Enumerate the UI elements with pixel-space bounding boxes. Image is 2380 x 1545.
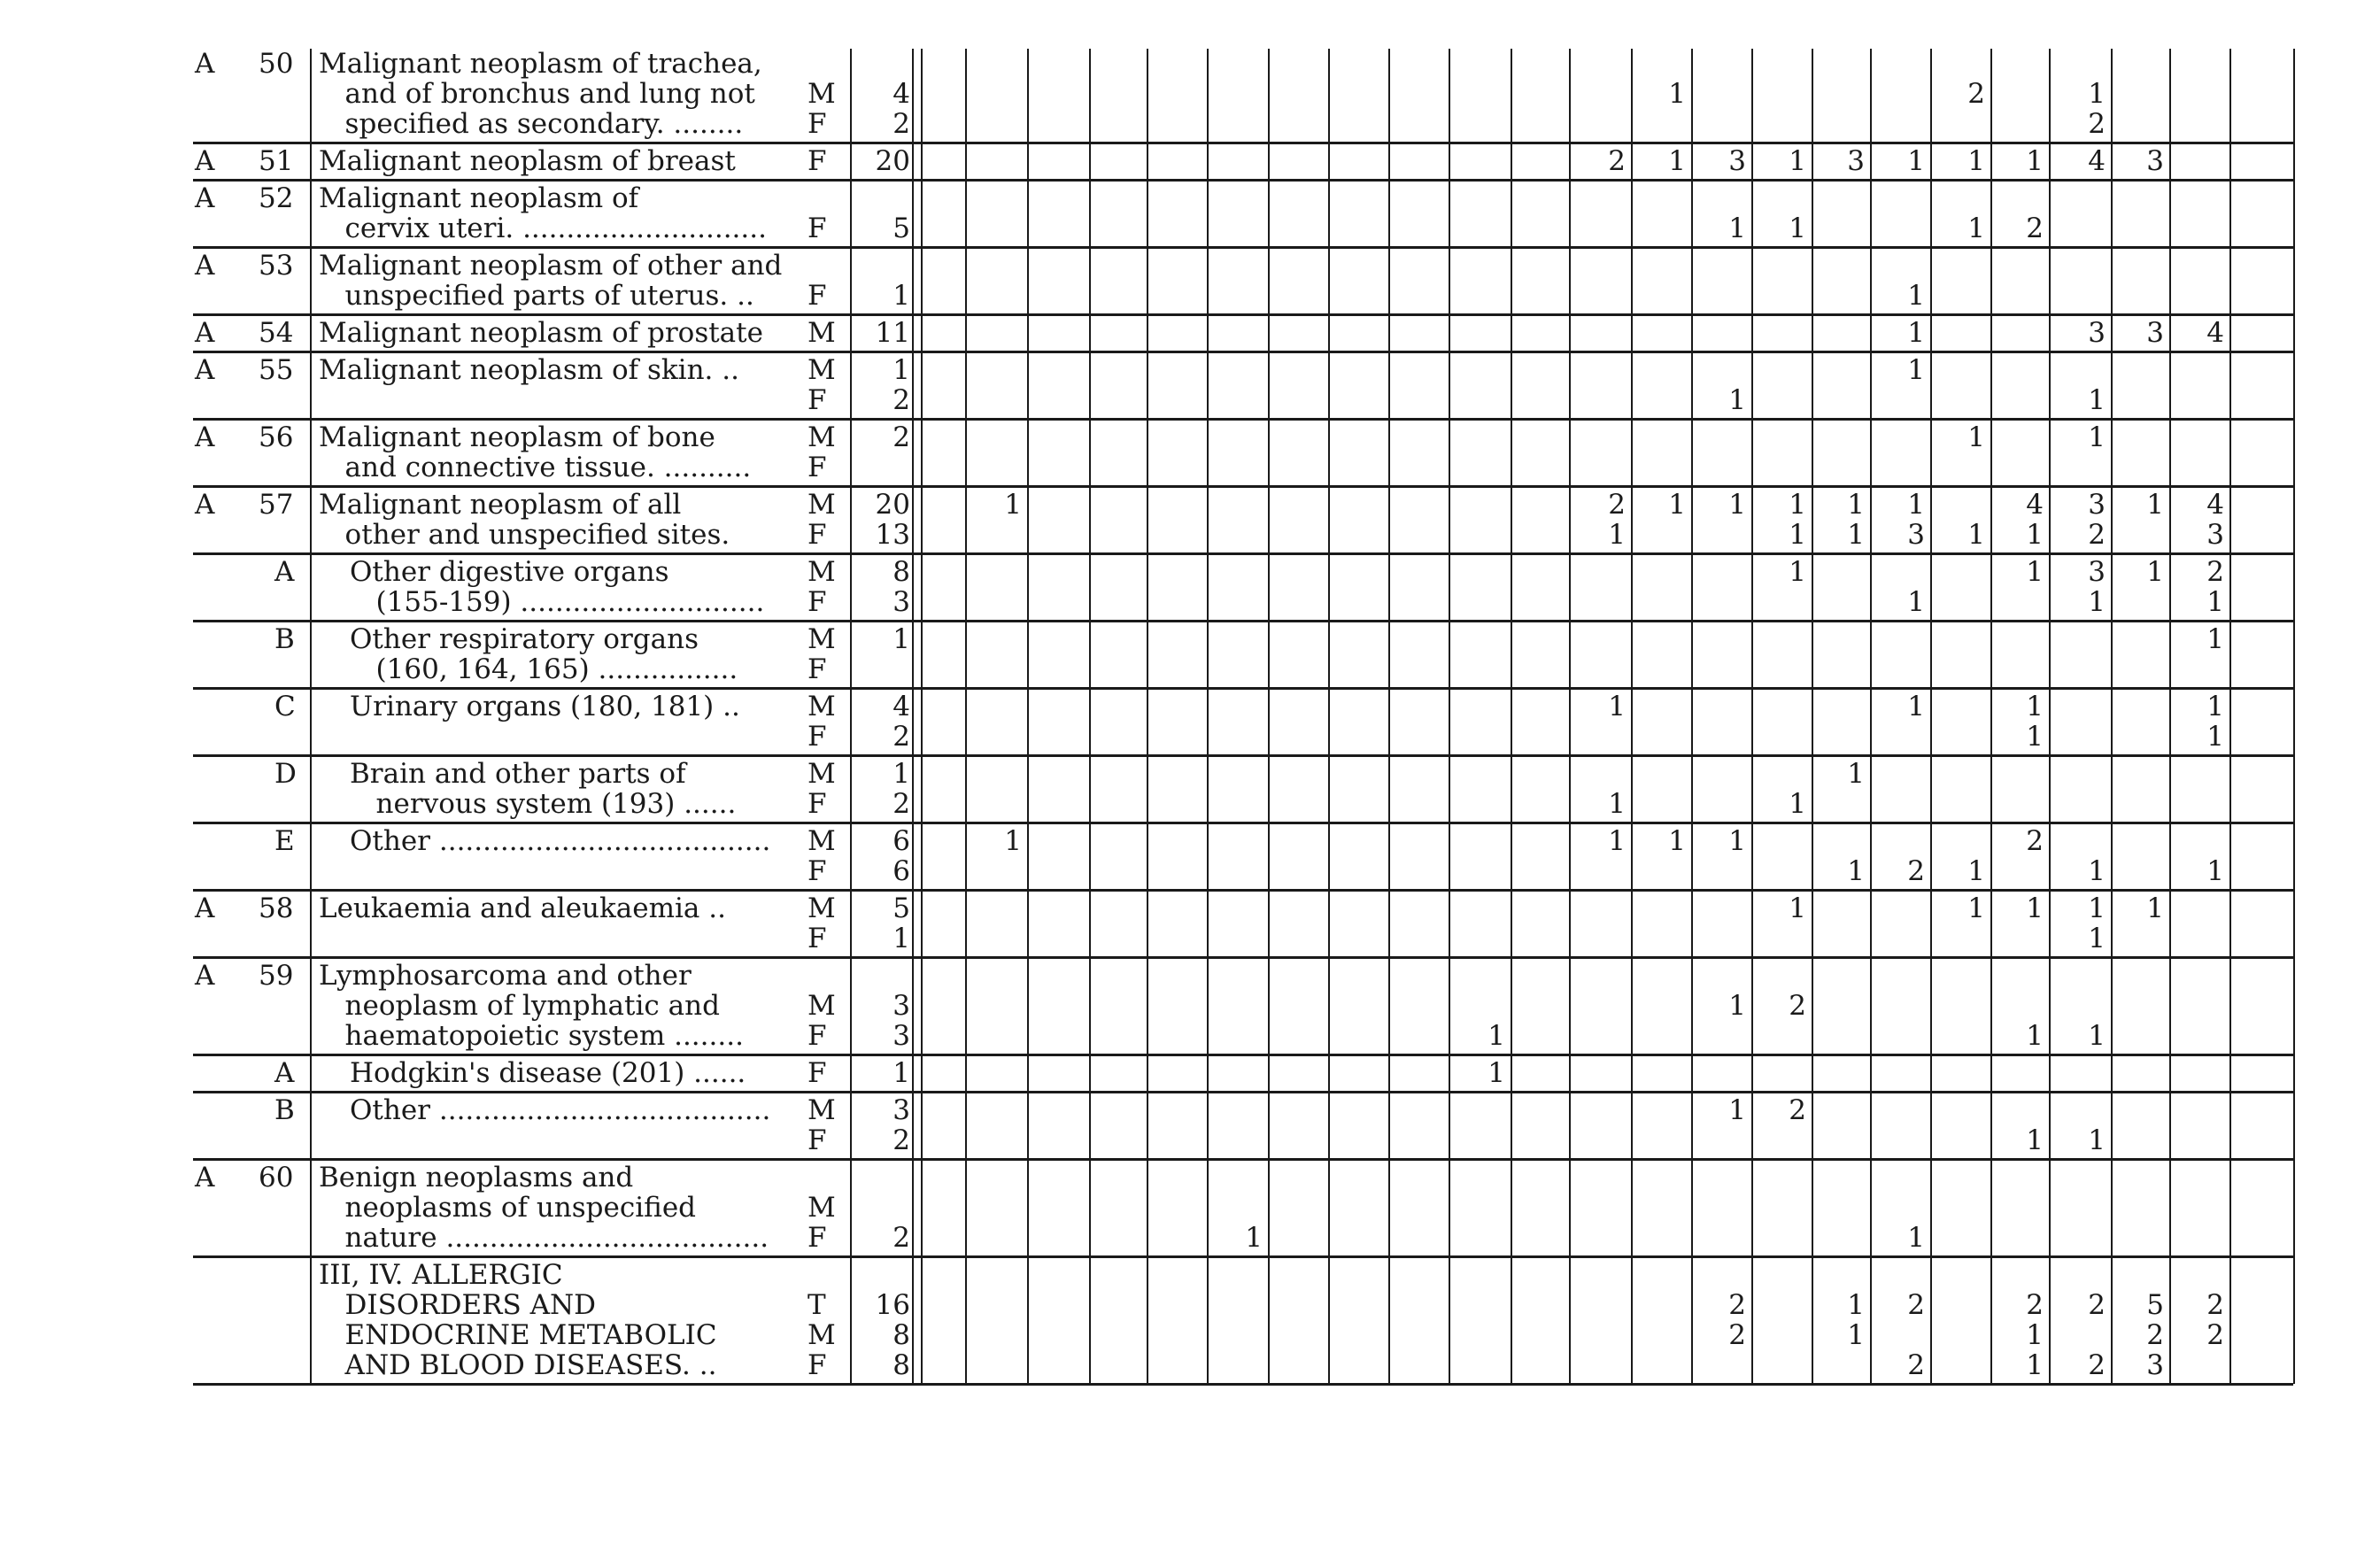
sex-code: F: [808, 923, 827, 954]
cell-value: 1: [1668, 825, 1686, 857]
cell-value: 2: [1907, 1289, 1925, 1321]
cell-value: 1: [1789, 892, 1806, 924]
cell-value: 1: [1847, 855, 1865, 887]
row-number: 54: [259, 317, 294, 349]
total-value: 2: [892, 384, 910, 416]
cell-value: 3: [2088, 489, 2106, 521]
row-label-line: DISORDERS AND: [319, 1289, 596, 1321]
total-value: 8: [892, 1319, 910, 1351]
cell-value: 1: [2088, 586, 2106, 618]
cell-value: 1: [1967, 421, 1985, 453]
row-number: 58: [259, 892, 294, 924]
total-value: 1: [892, 623, 910, 655]
sex-code: F: [808, 788, 827, 820]
row-number: 55: [259, 354, 294, 386]
row-label-line: and connective tissue. ..........: [319, 452, 752, 483]
row-code: A: [195, 145, 215, 177]
cell-value: 1: [2088, 1020, 2106, 1052]
cell-value: 1: [1728, 384, 1746, 416]
cell-value: 1: [1789, 145, 1806, 177]
grid-line: [1388, 49, 1390, 1384]
cell-value: 1: [2206, 691, 2224, 722]
cell-value: 1: [1847, 519, 1865, 551]
grid-line: [1328, 49, 1330, 1384]
row-separator: [193, 313, 2293, 316]
total-value: 1: [892, 280, 910, 312]
row-code: A: [195, 489, 215, 521]
cell-value: 1: [1967, 212, 1985, 244]
cell-value: 1: [1847, 1319, 1865, 1351]
cell-value: 1: [2088, 421, 2106, 453]
cell-value: 1: [2026, 1124, 2044, 1156]
sex-code: M: [808, 317, 836, 349]
cell-value: 2: [2026, 1289, 2044, 1321]
row-label-line: (160, 164, 165) ................: [350, 653, 738, 685]
grid-line: [1930, 49, 1932, 1384]
row-code: A: [195, 1162, 215, 1194]
row-separator: [193, 620, 2293, 622]
total-value: 13: [875, 519, 910, 551]
row-number: 53: [259, 250, 294, 282]
cell-value: 1: [2026, 145, 2044, 177]
grid-line: [1631, 49, 1633, 1384]
row-number: 57: [259, 489, 294, 521]
grid-line: [1207, 49, 1209, 1384]
grid-line: [310, 49, 312, 1384]
row-separator: [193, 142, 2293, 144]
row-code: B: [274, 1094, 295, 1126]
grid-line: [1268, 49, 1270, 1384]
cell-value: 1: [1004, 825, 1022, 857]
sex-code: F: [808, 1057, 827, 1089]
total-value: 20: [875, 145, 910, 177]
total-value: 6: [892, 825, 910, 857]
cell-value: 1: [1907, 691, 1925, 722]
sex-code: M: [808, 78, 836, 110]
cell-value: 1: [1847, 758, 1865, 790]
row-label-line: Malignant neoplasm of trachea,: [319, 48, 762, 80]
total-value: 6: [892, 855, 910, 887]
sex-code: F: [808, 384, 827, 416]
row-separator: [193, 1383, 2293, 1386]
cell-value: 2: [2088, 1349, 2106, 1381]
row-separator: [193, 485, 2293, 488]
row-separator: [193, 246, 2293, 249]
cell-value: 3: [2088, 556, 2106, 588]
cell-value: 1: [1967, 145, 1985, 177]
row-code: B: [274, 623, 295, 655]
row-label-line: Other digestive organs: [350, 556, 669, 588]
sex-code: F: [808, 212, 827, 244]
cell-value: 2: [1967, 78, 1985, 110]
row-label-line: Malignant neoplasm of breast: [319, 145, 736, 177]
sex-code: F: [808, 1020, 827, 1052]
row-code: A: [195, 421, 215, 453]
cell-value: 1: [1907, 354, 1925, 386]
grid-line: [1751, 49, 1753, 1384]
cell-value: 3: [2146, 317, 2164, 349]
total-value: 5: [892, 892, 910, 924]
row-label-line: haematopoietic system ........: [319, 1020, 744, 1052]
sex-code: M: [808, 421, 836, 453]
row-label-line: Lymphosarcoma and other: [319, 960, 692, 992]
row-label-line: Malignant neoplasm of: [319, 182, 639, 214]
row-label-line: III, IV. ALLERGIC: [319, 1259, 563, 1291]
sex-code: F: [808, 855, 827, 887]
row-code: A: [195, 317, 215, 349]
total-value: 2: [892, 721, 910, 753]
row-label-line: nature .....................................: [319, 1222, 769, 1254]
grid-line: [850, 49, 852, 1384]
row-code: A: [195, 960, 215, 992]
row-number: 50: [259, 48, 294, 80]
cell-value: 1: [2088, 892, 2106, 924]
total-value: 8: [892, 556, 910, 588]
row-separator: [193, 1091, 2293, 1093]
grid-line: [1812, 49, 1813, 1384]
cell-value: 1: [2026, 892, 2044, 924]
cell-value: 1: [2088, 384, 2106, 416]
row-code: C: [274, 691, 296, 722]
row-code: A: [195, 48, 215, 80]
cell-value: 2: [2206, 1319, 2224, 1351]
cell-value: 1: [1847, 489, 1865, 521]
sex-code: M: [808, 489, 836, 521]
grid-line: [2049, 49, 2051, 1384]
row-label-line: Other ......................................: [350, 1094, 771, 1126]
cell-value: 1: [1608, 788, 1626, 820]
cell-value: 1: [1668, 78, 1686, 110]
row-separator: [193, 552, 2293, 555]
row-separator: [193, 1255, 2293, 1258]
cell-value: 2: [1608, 145, 1626, 177]
total-value: 20: [875, 489, 910, 521]
total-value: 1: [892, 758, 910, 790]
grid-line: [1089, 49, 1091, 1384]
sex-code: M: [808, 758, 836, 790]
total-value: 3: [892, 1020, 910, 1052]
row-separator: [193, 1054, 2293, 1056]
cell-value: 3: [1728, 145, 1746, 177]
cell-value: 1: [1004, 489, 1022, 521]
sex-code: F: [808, 586, 827, 618]
cell-value: 4: [2206, 317, 2224, 349]
cell-value: 3: [2146, 145, 2164, 177]
cell-value: 1: [1789, 489, 1806, 521]
cell-value: 1: [2146, 556, 2164, 588]
row-label-line: and of bronchus and lung not: [319, 78, 755, 110]
total-value: 1: [892, 354, 910, 386]
total-value: 3: [892, 990, 910, 1022]
row-code: A: [195, 250, 215, 282]
cell-value: 1: [2206, 586, 2224, 618]
cell-value: 1: [1907, 280, 1925, 312]
sex-code: F: [808, 280, 827, 312]
cell-value: 2: [2026, 825, 2044, 857]
row-label-line: Other respiratory organs: [350, 623, 699, 655]
row-label-line: (155-159) ............................: [350, 586, 765, 618]
cell-value: 1: [2146, 489, 2164, 521]
cell-value: 2: [1907, 1349, 1925, 1381]
row-number: 51: [259, 145, 294, 177]
cell-value: 1: [1608, 519, 1626, 551]
grid-line: [1691, 49, 1693, 1384]
cell-value: 1: [2206, 623, 2224, 655]
row-number: 59: [259, 960, 294, 992]
grid-line: [2111, 49, 2113, 1384]
row-code: A: [195, 354, 215, 386]
grid-line: [2169, 49, 2171, 1384]
cell-value: 1: [2026, 1319, 2044, 1351]
sex-code: F: [808, 108, 827, 140]
cell-value: 2: [2206, 556, 2224, 588]
sex-code: M: [808, 354, 836, 386]
row-label-line: Other ......................................: [350, 825, 771, 857]
grid-line: [1449, 49, 1450, 1384]
cell-value: 2: [2146, 1319, 2164, 1351]
sex-code: M: [808, 825, 836, 857]
sex-code: M: [808, 1094, 836, 1126]
sex-code: F: [808, 1124, 827, 1156]
cell-value: 1: [1608, 825, 1626, 857]
cell-value: 1: [1608, 691, 1626, 722]
row-code: D: [274, 758, 297, 790]
sex-code: M: [808, 623, 836, 655]
total-value: 2: [892, 1124, 910, 1156]
total-value: 2: [892, 108, 910, 140]
cell-value: 1: [1728, 212, 1746, 244]
row-label-line: neoplasms of unspecified: [319, 1192, 697, 1224]
total-value: 2: [892, 421, 910, 453]
sex-code: M: [808, 1319, 836, 1351]
row-code: E: [274, 825, 295, 857]
cell-value: 1: [1728, 1094, 1746, 1126]
sex-code: F: [808, 519, 827, 551]
cell-value: 3: [2206, 519, 2224, 551]
cell-value: 1: [1847, 1289, 1865, 1321]
cell-value: 1: [2026, 519, 2044, 551]
grid-line: [1147, 49, 1148, 1384]
total-value: 16: [875, 1289, 910, 1321]
grid-line: [912, 49, 914, 1384]
cell-value: 1: [1245, 1222, 1263, 1254]
total-value: 4: [892, 78, 910, 110]
row-code: A: [274, 1057, 295, 1089]
sex-code: M: [808, 691, 836, 722]
total-value: 11: [875, 317, 910, 349]
row-separator: [193, 1158, 2293, 1161]
cell-value: 3: [1907, 519, 1925, 551]
cell-value: 2: [1608, 489, 1626, 521]
total-value: 3: [892, 1094, 910, 1126]
row-separator: [193, 956, 2293, 959]
grid-line: [921, 49, 923, 1384]
cell-value: 4: [2088, 145, 2106, 177]
cell-value: 1: [1967, 855, 1985, 887]
cell-value: 1: [1789, 519, 1806, 551]
cell-value: 3: [1847, 145, 1865, 177]
sex-code: F: [808, 653, 827, 685]
row-label-line: specified as secondary. ........: [319, 108, 744, 140]
row-number: 60: [259, 1162, 294, 1194]
cell-value: 2: [2026, 212, 2044, 244]
cell-value: 1: [1668, 145, 1686, 177]
row-number: 52: [259, 182, 294, 214]
row-label-line: cervix uteri. ............................: [319, 212, 767, 244]
row-label-line: Leukaemia and aleukaemia ..: [319, 892, 726, 924]
cell-value: 2: [1728, 1319, 1746, 1351]
cell-value: 1: [1789, 556, 1806, 588]
cell-value: 1: [1728, 990, 1746, 1022]
cell-value: 4: [2026, 489, 2044, 521]
grid-line: [2293, 49, 2295, 1384]
row-label-line: unspecified parts of uterus. ..: [319, 280, 754, 312]
cell-value: 2: [2206, 1289, 2224, 1321]
row-label-line: Malignant neoplasm of bone: [319, 421, 715, 453]
grid-line: [1870, 49, 1872, 1384]
cell-value: 1: [2206, 855, 2224, 887]
row-label-line: Malignant neoplasm of other and: [319, 250, 783, 282]
cell-value: 5: [2146, 1289, 2164, 1321]
row-label-line: ENDOCRINE METABOLIC: [319, 1319, 717, 1351]
grid-line: [2229, 49, 2231, 1384]
sex-code: M: [808, 556, 836, 588]
cell-value: 1: [1728, 489, 1746, 521]
row-separator: [193, 754, 2293, 757]
grid-line: [1511, 49, 1512, 1384]
total-value: 5: [892, 212, 910, 244]
cell-value: 2: [1728, 1289, 1746, 1321]
grid-line: [1027, 49, 1029, 1384]
row-label-line: Urinary organs (180, 181) ..: [350, 691, 740, 722]
row-separator: [193, 179, 2293, 182]
grid-line: [1990, 49, 1992, 1384]
sex-code: F: [808, 452, 827, 483]
cell-value: 3: [2088, 317, 2106, 349]
cell-value: 1: [2026, 1349, 2044, 1381]
cell-value: 1: [2026, 556, 2044, 588]
row-separator: [193, 418, 2293, 421]
total-value: 2: [892, 1222, 910, 1254]
cell-value: 1: [1967, 892, 1985, 924]
row-label-line: Benign neoplasms and: [319, 1162, 634, 1194]
total-value: 1: [892, 1057, 910, 1089]
row-code: A: [274, 556, 295, 588]
total-value: 2: [892, 788, 910, 820]
grid-line: [965, 49, 967, 1384]
sex-code: M: [808, 990, 836, 1022]
cell-value: 1: [1789, 212, 1806, 244]
sex-code: T: [808, 1289, 826, 1321]
cell-value: 1: [1789, 788, 1806, 820]
cell-value: 1: [1488, 1057, 1505, 1089]
cell-value: 1: [2146, 892, 2164, 924]
row-label-line: AND BLOOD DISEASES. ..: [319, 1349, 717, 1381]
cell-value: 2: [2088, 108, 2106, 140]
sex-code: F: [808, 721, 827, 753]
cell-value: 3: [2146, 1349, 2164, 1381]
cell-value: 2: [2088, 1289, 2106, 1321]
cell-value: 2: [2088, 519, 2106, 551]
total-value: 3: [892, 586, 910, 618]
cell-value: 1: [1728, 825, 1746, 857]
sex-code: F: [808, 1222, 827, 1254]
cell-value: 1: [2088, 855, 2106, 887]
row-label-line: Brain and other parts of: [350, 758, 686, 790]
row-label-line: Malignant neoplasm of prostate: [319, 317, 763, 349]
cell-value: 2: [1789, 1094, 1806, 1126]
sex-code: M: [808, 1192, 836, 1224]
cell-value: 1: [1907, 317, 1925, 349]
sex-code: M: [808, 892, 836, 924]
cell-value: 1: [1668, 489, 1686, 521]
cell-value: 1: [2088, 78, 2106, 110]
row-code: A: [195, 182, 215, 214]
total-value: 1: [892, 923, 910, 954]
row-label-line: Malignant neoplasm of all: [319, 489, 682, 521]
total-value: 4: [892, 691, 910, 722]
row-separator: [193, 822, 2293, 824]
cell-value: 2: [1907, 855, 1925, 887]
cell-value: 1: [2088, 1124, 2106, 1156]
cell-value: 1: [2088, 923, 2106, 954]
sex-code: F: [808, 145, 827, 177]
cell-value: 1: [1907, 145, 1925, 177]
cell-value: 1: [1907, 489, 1925, 521]
grid-line: [1569, 49, 1571, 1384]
cell-value: 1: [2026, 721, 2044, 753]
cell-value: 2: [1789, 990, 1806, 1022]
row-label-line: other and unspecified sites.: [319, 519, 730, 551]
cell-value: 1: [2026, 1020, 2044, 1052]
row-label-line: Malignant neoplasm of skin. ..: [319, 354, 739, 386]
sex-code: F: [808, 1349, 827, 1381]
cell-value: 1: [1488, 1020, 1505, 1052]
cell-value: 1: [1907, 1222, 1925, 1254]
row-separator: [193, 687, 2293, 690]
row-label-line: Hodgkin's disease (201) ......: [350, 1057, 746, 1089]
row-code: A: [195, 892, 215, 924]
row-label-line: neoplasm of lymphatic and: [319, 990, 720, 1022]
cell-value: 1: [1967, 519, 1985, 551]
total-value: 8: [892, 1349, 910, 1381]
row-separator: [193, 889, 2293, 892]
row-label-line: nervous system (193) ......: [350, 788, 737, 820]
cell-value: 1: [2026, 691, 2044, 722]
row-separator: [193, 351, 2293, 353]
cell-value: 1: [1907, 586, 1925, 618]
cell-value: 1: [2206, 721, 2224, 753]
cell-value: 4: [2206, 489, 2224, 521]
row-number: 56: [259, 421, 294, 453]
